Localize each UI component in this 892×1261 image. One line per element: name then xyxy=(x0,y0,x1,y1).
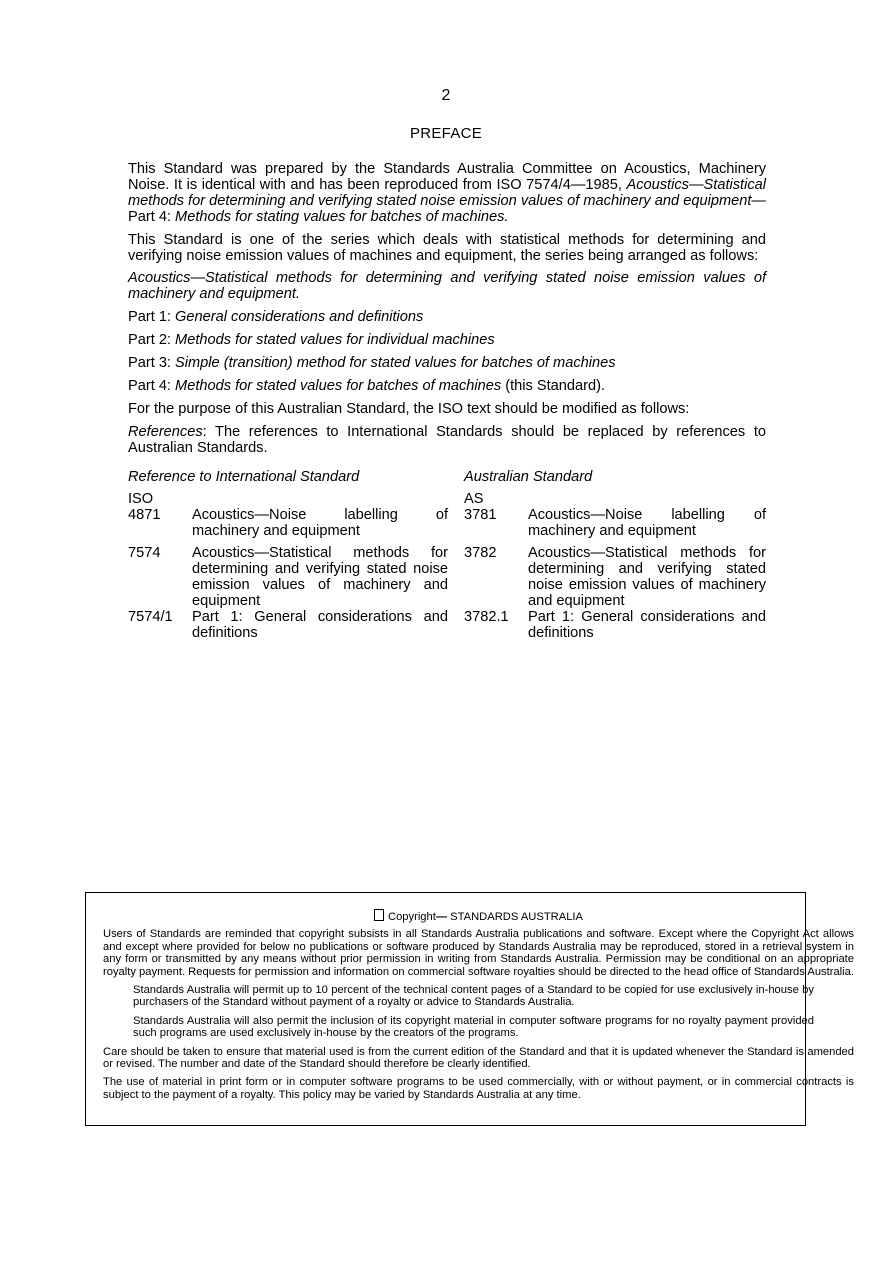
copyright-icon xyxy=(374,909,384,921)
iso-title: Part 1: General considerations and definitions xyxy=(192,608,448,641)
table-row xyxy=(128,609,766,641)
iso-number: 7574/1 xyxy=(128,608,173,625)
reference-table-header xyxy=(128,469,766,485)
page-title: PREFACE xyxy=(409,125,483,142)
part-item: Part 1: General considerations and definitions xyxy=(128,308,424,325)
copyright-paragraph: Users of Standards are reminded that copyright subsists in all Standards Australia publications and software. Except where the Copyright Act allows and except where provided for below no publications or software produced by Standards Australia may be reproduced, stored in a retrieval system in any form or transmitted by any means without prior permission in writing from Standards Australia. Permission may be conditional on an appropriate royalty payment. Requests for permission and information on commercial software royalties should be directed to the head office of Standards Australia. xyxy=(103,928,854,978)
as-column-header: Australian Standard xyxy=(464,468,593,485)
as-number: 3782.1 xyxy=(464,608,509,625)
reference-table-subheader xyxy=(128,491,766,507)
as-label: AS xyxy=(464,490,484,507)
part-item: Part 2: Methods for stated values for individual machines xyxy=(128,331,495,348)
page-number: 2 xyxy=(441,87,451,104)
iso-number: 4871 xyxy=(128,506,161,523)
iso-label: ISO xyxy=(128,490,154,507)
copyright-title: Copyright— STANDARDS AUSTRALIA xyxy=(103,909,854,923)
as-number: 3781 xyxy=(464,506,497,523)
copyright-notice xyxy=(103,909,854,1107)
iso-column-header: Reference to International Standard xyxy=(128,468,360,485)
as-title: Acoustics—Noise labelling of machinery and equipment xyxy=(528,506,766,539)
as-title: Part 1: General considerations and definitions xyxy=(528,608,766,641)
copyright-paragraph: Standards Australia will permit up to 10 percent of the technical content pages of a Standard to be copied for use exclusively in-house by purchasers of the Standard without payment of a royalty or advice to Standards Australia. xyxy=(133,984,814,1009)
intro-paragraph: This Standard was prepared by the Standards Australia Committee on Acoustics, Machinery Noise. It is identical with and has been reproduced from ISO 7574/4—1985, Acoustics—Statistical methods for determining and verifying stated noise emission values of machinery and equipment—Part 4: Methods for stating values for batches of machines. xyxy=(128,161,766,225)
iso-title: Acoustics—Statistical methods for determining and verifying stated noise emission values of machinery and equipment xyxy=(192,544,448,609)
iso-title: Acoustics—Noise labelling of machinery and equipment xyxy=(192,506,448,539)
iso-number: 7574 xyxy=(128,544,161,561)
references-paragraph: References: The references to International Standards should be replaced by references to Australian Standards. xyxy=(128,423,766,456)
preface-body xyxy=(128,161,766,641)
part-item: Part 3: Simple (transition) method for stated values for batches of machines xyxy=(128,354,616,371)
series-paragraph: This Standard is one of the series which deals with statistical methods for determining and verifying noise emission values of machines and equipment, the series being arranged as follows: xyxy=(128,231,766,264)
copyright-paragraph: Care should be taken to ensure that material used is from the current edition of the Standard and that it is updated whenever the Standard is amended or revised. The number and date of the Standard should therefore be clearly identified. xyxy=(103,1045,854,1071)
as-number: 3782 xyxy=(464,544,497,561)
copyright-paragraph: The use of material in print form or in computer software programs to be used commercially, with or without payment, or in commercial contracts is subject to the payment of a royalty. This policy may be varied by Standards Australia at any time. xyxy=(103,1076,854,1101)
table-row xyxy=(128,545,766,609)
as-title: Acoustics—Statistical methods for determining and verifying stated noise emission values of machinery and equipment xyxy=(528,544,766,609)
copyright-paragraph: Standards Australia will also permit the inclusion of its copyright material in computer software programs for no royalty payment provided such programs are used exclusively in-house by the creators of the programs. xyxy=(133,1014,814,1040)
series-title: Acoustics—Statistical methods for determining and verifying stated noise emission values of machinery and equipment. xyxy=(128,270,766,302)
purpose-paragraph: For the purpose of this Australian Standard, the ISO text should be modified as follows: xyxy=(128,400,690,417)
table-row xyxy=(128,507,766,539)
part-item: Part 4: Methods for stated values for batches of machines (this Standard). xyxy=(128,377,605,394)
